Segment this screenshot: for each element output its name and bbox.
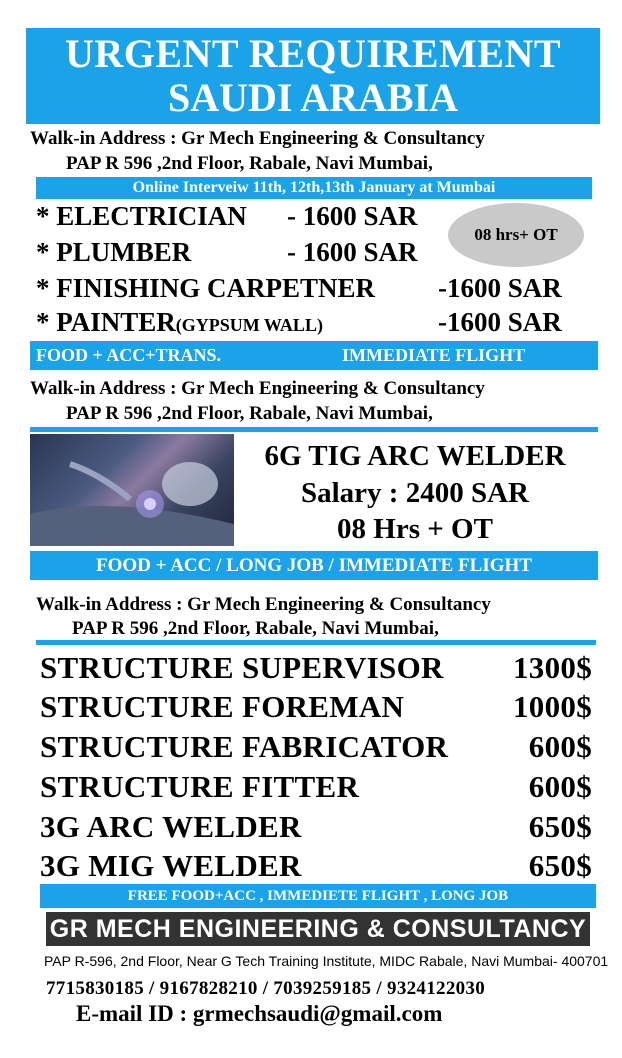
headline-banner — [26, 28, 600, 124]
section3-address-line1: Walk-in Address : Gr Mech Engineering & Consultancy — [36, 594, 491, 615]
company-banner: GR MECH ENGINEERING & CONSULTANCY — [46, 912, 590, 946]
headline-line1: URGENT REQUIREMENT — [64, 31, 562, 76]
job-mig-welder-salary: 650$ — [528, 848, 592, 883]
job-electrician-title: * ELECTRICIAN — [36, 201, 247, 231]
job-fabricator-title: STRUCTURE FABRICATOR — [40, 729, 449, 764]
section2-address-line1: Walk-in Address : Gr Mech Engineering & Consultancy — [30, 378, 485, 399]
section2-benefits-bar: FOOD + ACC / LONG JOB / IMMEDIATE FLIGHT — [30, 551, 598, 580]
job-supervisor-title: STRUCTURE SUPERVISOR — [40, 650, 444, 685]
welder-hours: 08 Hrs + OT — [337, 513, 493, 545]
job-supervisor-salary: 1300$ — [513, 650, 592, 685]
welder-photo — [30, 434, 234, 546]
hours-oval: 08 hrs+ OT — [448, 203, 584, 267]
section3-address-line2: PAP R 596 ,2nd Floor, Rabale, Navi Mumbai, — [72, 618, 439, 639]
job-plumber-title: * PLUMBER — [36, 237, 192, 267]
headline-line2: SAUDI ARABIA — [167, 75, 459, 120]
company-email: E-mail ID : grmechsaudi@gmail.com — [76, 1001, 443, 1026]
section2-address-line2: PAP R 596 ,2nd Floor, Rabale, Navi Mumbai, — [66, 403, 433, 424]
job-carpenter-salary: -1600 SAR — [438, 273, 562, 303]
section3-divider — [36, 640, 596, 645]
interview-banner: Online Interveiw 11th, 12th,13th January at Mumbai — [36, 177, 592, 199]
job-fabricator-salary: 600$ — [528, 729, 592, 764]
job-painter-note: (GYPSUM WALL) — [175, 315, 323, 335]
company-phones: 7715830185 / 9167828210 / 7039259185 / 9324122030 — [46, 978, 486, 999]
job-foreman-title: STRUCTURE FOREMAN — [40, 689, 405, 724]
job-painter-title — [36, 307, 323, 338]
section1-benefits-bar — [30, 341, 598, 370]
section1-address-line2: PAP R 596 ,2nd Floor, Rabale, Navi Mumbai, — [66, 153, 433, 174]
job-foreman-salary: 1000$ — [513, 689, 592, 724]
job-mig-welder-title: 3G MIG WELDER — [40, 848, 302, 883]
job-fitter-salary: 600$ — [528, 769, 592, 804]
welder-title: 6G TIG ARC WELDER — [264, 440, 566, 472]
job-painter-name: * PAINTER — [36, 307, 176, 337]
job-electrician-salary: - 1600 SAR — [287, 201, 418, 231]
section2-divider — [30, 427, 598, 432]
job-carpenter-title: * FINISHING CARPETNER — [36, 273, 376, 303]
section1-address-line1: Walk-in Address : Gr Mech Engineering & Consultancy — [30, 128, 485, 149]
benefits-left: FOOD + ACC+TRANS. — [36, 345, 222, 365]
job-painter-salary: -1600 SAR — [438, 307, 562, 337]
job-arc-welder-salary: 650$ — [528, 809, 592, 844]
company-address: PAP R-596, 2nd Floor, Near G Tech Training Institute, MIDC Rabale, Navi Mumbai- 400701 — [44, 953, 609, 969]
job-arc-welder-title: 3G ARC WELDER — [40, 809, 302, 844]
benefits-right: IMMEDIATE FLIGHT — [342, 345, 526, 365]
section3-benefits-bar: FREE FOOD+ACC , IMMEDIETE FLIGHT , LONG JOB — [40, 884, 596, 908]
welding-scene-icon — [30, 434, 234, 546]
welder-salary: Salary : 2400 SAR — [301, 477, 529, 509]
job-fitter-title: STRUCTURE FITTER — [40, 769, 360, 804]
job-plumber-salary: - 1600 SAR — [287, 237, 418, 267]
